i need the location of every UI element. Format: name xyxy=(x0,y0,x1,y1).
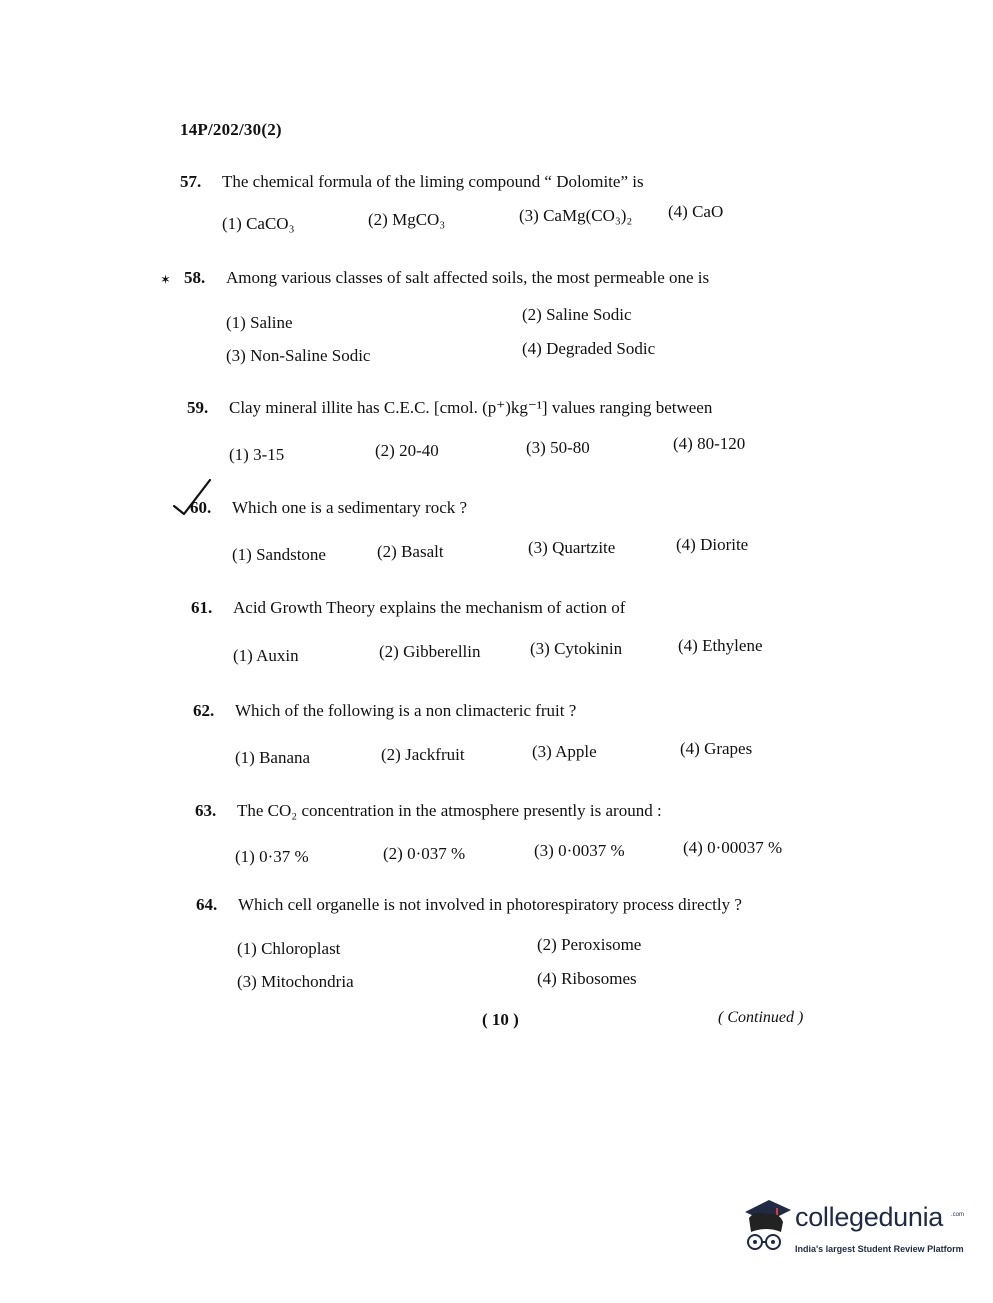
collegedunia-logo xyxy=(737,1198,967,1264)
question-64 xyxy=(196,895,742,915)
option-64-2: (2) Peroxisome xyxy=(537,935,642,954)
question-number: 62. xyxy=(193,701,215,720)
question-stem: Which cell organelle is not involved in photorespiratory process directly ? xyxy=(238,895,742,914)
option-63-2: (2) 0·037 % xyxy=(383,844,466,863)
question-stem: Which one is a sedimentary rock ? xyxy=(232,498,468,517)
option-60-3: (3) Quartzite xyxy=(528,538,616,557)
question-60 xyxy=(190,498,467,518)
option-59-1: (1) 3-15 xyxy=(229,445,285,464)
option-64-3: (3) Mitochondria xyxy=(237,972,354,991)
question-number: 58. xyxy=(184,268,206,287)
option-61-4: (4) Ethylene xyxy=(678,636,763,655)
option-58-1: (1) Saline xyxy=(226,313,293,332)
logo-tagline: India's largest Student Review Platform xyxy=(795,1244,964,1254)
option-63-1: (1) 0·37 % xyxy=(235,847,309,866)
option-63-4: (4) 0·00037 % xyxy=(683,838,783,857)
option-62-2: (2) Jackfruit xyxy=(381,745,465,764)
question-stem: Among various classes of salt affected soils, the most permeable one is xyxy=(226,268,710,287)
logo-wordmark: collegedunia xyxy=(795,1202,944,1232)
option-62-3: (3) Apple xyxy=(532,742,597,761)
question-stem: Clay mineral illite has C.E.C. [cmol. (p⁺)kg⁻¹] values ranging between xyxy=(229,398,713,417)
option-57-1: (1) CaCO₃ xyxy=(222,214,295,233)
question-stem: Acid Growth Theory explains the mechanism of action of xyxy=(233,598,626,617)
option-60-2: (2) Basalt xyxy=(377,542,444,561)
question-57 xyxy=(180,172,644,192)
continued-note: ( Continued ) xyxy=(718,1009,804,1026)
option-57-4: (4) CaO xyxy=(668,202,724,221)
handwritten-mark: ✶ xyxy=(160,272,171,287)
option-58-3: (3) Non-Saline Sodic xyxy=(226,346,371,365)
question-number: 59. xyxy=(187,398,209,417)
logo-domain-suffix: .com xyxy=(951,1212,965,1218)
option-63-3: (3) 0·0037 % xyxy=(534,841,625,860)
option-64-1: (1) Chloroplast xyxy=(237,939,341,958)
option-62-1: (1) Banana xyxy=(235,748,311,767)
question-61 xyxy=(191,598,625,618)
question-63 xyxy=(195,801,662,821)
question-62 xyxy=(193,701,576,721)
question-number: 63. xyxy=(195,801,217,820)
question-58 xyxy=(184,268,709,288)
option-59-2: (2) 20-40 xyxy=(375,441,439,460)
option-57-3: (3) CaMg(CO₃)₂ xyxy=(519,206,633,225)
option-59-4: (4) 80-120 xyxy=(673,434,746,453)
paper-code: 14P/202/30(2) xyxy=(180,120,282,139)
option-61-1: (1) Auxin xyxy=(233,646,299,665)
option-64-4: (4) Ribosomes xyxy=(537,969,637,988)
question-number: 61. xyxy=(191,598,213,617)
question-59 xyxy=(187,398,712,418)
question-stem: Which of the following is a non climacteric fruit ? xyxy=(235,701,577,720)
option-62-4: (4) Grapes xyxy=(680,739,753,758)
option-59-3: (3) 50-80 xyxy=(526,438,590,457)
option-61-3: (3) Cytokinin xyxy=(530,639,623,658)
option-58-4: (4) Degraded Sodic xyxy=(522,339,656,358)
question-number: 60. xyxy=(190,498,212,517)
option-57-2: (2) MgCO₃ xyxy=(368,210,446,229)
question-number: 57. xyxy=(180,172,202,191)
option-60-4: (4) Diorite xyxy=(676,535,749,554)
question-number: 64. xyxy=(196,895,218,914)
page-number: ( 10 ) xyxy=(482,1010,519,1029)
student-mascot-icon xyxy=(737,1198,793,1258)
question-stem: The CO₂ concentration in the atmosphere presently is around : xyxy=(237,801,662,820)
option-61-2: (2) Gibberellin xyxy=(379,642,481,661)
option-58-2: (2) Saline Sodic xyxy=(522,305,632,324)
option-60-1: (1) Sandstone xyxy=(232,545,326,564)
question-stem: The chemical formula of the liming compound “ Dolomite” is xyxy=(222,172,644,191)
